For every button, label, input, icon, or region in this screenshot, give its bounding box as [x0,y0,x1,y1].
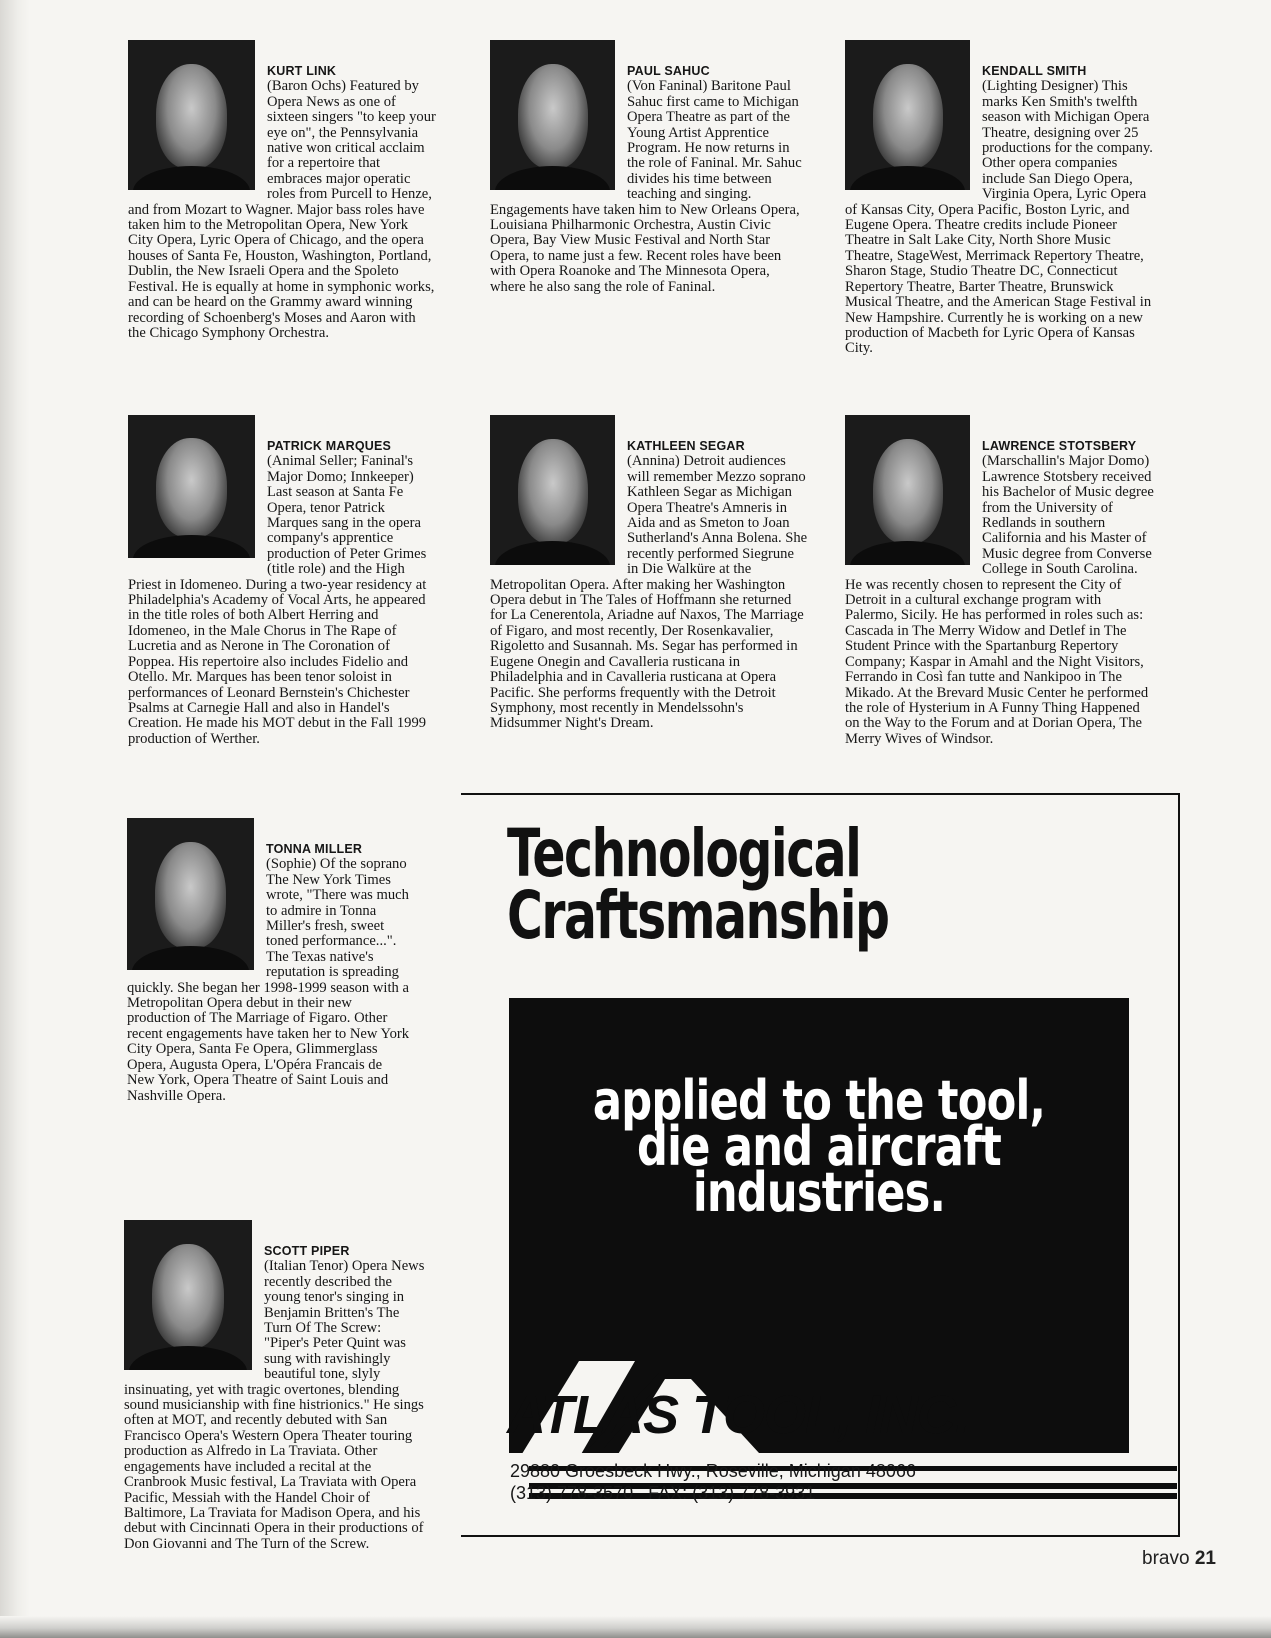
bio-name: KURT LINK [267,64,337,78]
bio-name: TONNA MILLER [266,842,363,856]
ad-phone-line: (313) 778-3570 FAX: (313) 778-3931 [510,1483,816,1503]
bio-text: (Von Faninal) Baritone Paul Sahuc first came to Michigan Opera Theatre as part of the Young Artist Apprentice Program. He now returns in the role of Faninal. Mr. Sahuc divides his time between teaching and singing. Engagements have taken him to New Orleans Opera, Louisiana Philharmonic Orchestra, Austin Civic Opera, Bay View Music Festival and North Star Opera, to name just a few. Recent roles have been with Opera Roanoke and The Minnesota Opera, where he also sang the role of Faninal. [490,78,802,295]
ad-headline-line: Craftsmanship [507,877,889,954]
bio-patrick-marques [128,415,438,747]
ad-company-name: ATLAS TOOL, INC. [507,1385,969,1445]
bio-kathleen-segar [490,415,808,732]
headshot-patrick-marques [128,415,255,558]
bio-text: (Marschallin's Major Domo) Lawrence Stotsbery received his Bachelor of Music degree from the University of Redlands in southern California and his Master of Music degree from Converse College in South Carolina. He was recently chosen to represent the City of Detroit in a cultural exchange program with Palermo, Sicily. He has performed in roles such as: Cascada in The Merry Widow and Detlef in The Student Prince with the Spartanburg Repertory Company; Kaspar in Amahl and the Night Visitors, Ferrando in Così fan tutte and Nankipoo in The Mikado. At the Brevard Music Center he performed the role of Hysterium in A Funny Thing Happened on the Way to the Forum and at Dorian Opera, The Merry Wives of Windsor. [845,453,1154,747]
headshot-lawrence-stotsbery [845,415,970,565]
headshot-kendall-smith [845,40,970,190]
bio-name: PAUL SAHUC [627,64,710,78]
ad-headline [507,815,889,954]
bio-text: (Animal Seller; Faninal's Major Domo; Innkeeper) Last season at Santa Fe Opera, tenor Patrick Marques sang in the opera company's apprentice production of Peter Grimes (title role) and the High Priest in Idomeneo. During a two-year residency at Philadelphia's Academy of Vocal Arts, he appeared in the title roles of both Albert Herring and Idomeneo, in the Male Chorus in The Rape of Lucretia and as Nerone in The Coronation of Poppea. His repertoire also includes Fidelio and Otello. Mr. Marques has been tenor soloist in performances of Leonard Bernstein's Chichester Psalms at Carnegie Hall and also in Handel's Creation. He made his MOT debut in the Fall 1999 production of Werther. [128,453,427,747]
ad-headline-line: Technological [507,815,861,892]
bio-text: (Sophie) Of the soprano The New York Times wrote, "There was much to admire in Tonna Miller's fresh, sweet toned performance...". The Texas native's reputation is spreading quickly. She began her 1998-1999 season with a Metropolitan Opera debut in their new production of The Marriage of Figaro. Other recent engagements have taken her to New York City Opera, Santa Fe Opera, Glimmerglass Opera, Augusta Opera, L'Opéra Francais de New York, Opera Theatre of Saint Louis and Nashville Opera. [127,856,410,1104]
bio-name: SCOTT PIPER [264,1244,350,1258]
bio-text: (Lighting Designer) This marks Ken Smith's twelfth season with Michigan Opera Theatre, designing over 25 productions for the company. Other opera companies include San Diego Opera, Virginia Opera, Lyric Opera of Kansas City, Opera Pacific, Boston Lyric, and Eugene Opera. Theatre credits include Pioneer Theatre in Salt Lake City, North Shore Music Theatre, StageWest, Merrimack Repertory Theatre, Sharon Stage, Studio Theatre DC, Connecticut Repertory Theatre, Barter Theatre, Brunswick Musical Theatre, and the American Stage Festival in New Hampshire. Currently he is working on a new production of Macbeth for Lyric Opera of Kansas City. [845,78,1153,357]
bio-text: (Italian Tenor) Opera News recently described the young tenor's singing in Benjamin Britten's The Turn Of The Screw: "Piper's Peter Quint was sung with ravishingly beautiful tone, slyly insinuating, yet with tragic overtones, blending sound musicianship with fine histrionics." He sings often at MOT, and recently debuted with San Francisco Opera's Western Opera Theater touring production as Alfredo in La Traviata. Other engagements have included a recital at the Cranbrook Music festival, La Traviata with Opera Pacific, Messiah with the Handel Choir of Baltimore, La Traviata for Madison Opera, and his debut with Cincinnati Opera in their productions of Don Giovanni and The Turn of the Screw. [124,1258,425,1552]
magazine-name: bravo [1142,1548,1190,1569]
bio-name: LAWRENCE STOTSBERY [982,439,1137,453]
bio-name: KATHLEEN SEGAR [627,439,745,453]
bio-tonna-miller [127,818,412,1104]
ad-tagline [571,1069,1067,1224]
headshot-paul-sahuc [490,40,615,190]
bio-kendall-smith [845,40,1155,357]
ad-contact [510,1460,916,1504]
atlas-tool-advertisement [461,793,1180,1537]
bio-name: PATRICK MARQUES [267,439,392,453]
bio-scott-piper [124,1220,429,1552]
page-folio [1142,1548,1216,1570]
headshot-tonna-miller [127,818,254,970]
bio-text: (Baron Ochs) Featured by Opera News as one of sixteen singers "to keep your eye on", the Pennsylvania native won critical acclaim for a repertoire that embraces major operatic roles from Purcell to Henze, and from Mozart to Wagner. Major bass roles have taken him to the Metropolitan Opera, New York City Opera, Lyric Opera of Chicago, and the opera houses of Santa Fe, Houston, Washington, Portland, Dublin, the New Israeli Opera and the Spoleto Festival. He is equally at home in symphonic works, and can be heard on the Grammy award winning recording of Schoenberg's Moses and Aaron with the Chicago Symphony Orchestra. [128,78,436,341]
ad-tagline-line: industries. [692,1161,946,1224]
page-gutter-shadow [0,0,30,1638]
bio-text: (Annina) Detroit audiences will remember Mezzo soprano Kathleen Segar as Michigan Opera Theatre's Amneris in Aida and as Smeton to Joan Sutherland's Anna Bolena. She recently performed Siegrune in Die Walküre at the Metropolitan Opera. After making her Washington Opera debut in The Tales of Hoffmann she returned for La Cenerentola, Ariadne auf Naxos, The Marriage of Figaro, and most recently, Der Rosenkavalier, Rigoletto and Susannah. Ms. Segar has performed in Eugene Onegin and Cavalleria rusticana in Philadelphia and in Cavalleria rusticana at Opera Pacific. She performs frequently with the Detroit Symphony, most recently in Mendelssohn's Midsummer Night's Dream. [490,453,808,732]
headshot-scott-piper [124,1220,252,1370]
bio-paul-sahuc [490,40,805,295]
bio-lawrence-stotsbery [845,415,1155,747]
ad-tagline-line: applied to the tool, [592,1069,1046,1132]
page-number: 21 [1194,1548,1216,1569]
bio-name: KENDALL SMITH [982,64,1087,78]
ad-tagline-line: die and aircraft [637,1115,1001,1178]
headshot-kurt-link [128,40,255,190]
page-bottom-shadow [0,1616,1271,1638]
bio-kurt-link [128,40,436,341]
ad-address-line: 29880 Groesbeck Hwy., Roseville, Michigan 48066 [510,1461,916,1481]
headshot-kathleen-segar [490,415,615,565]
